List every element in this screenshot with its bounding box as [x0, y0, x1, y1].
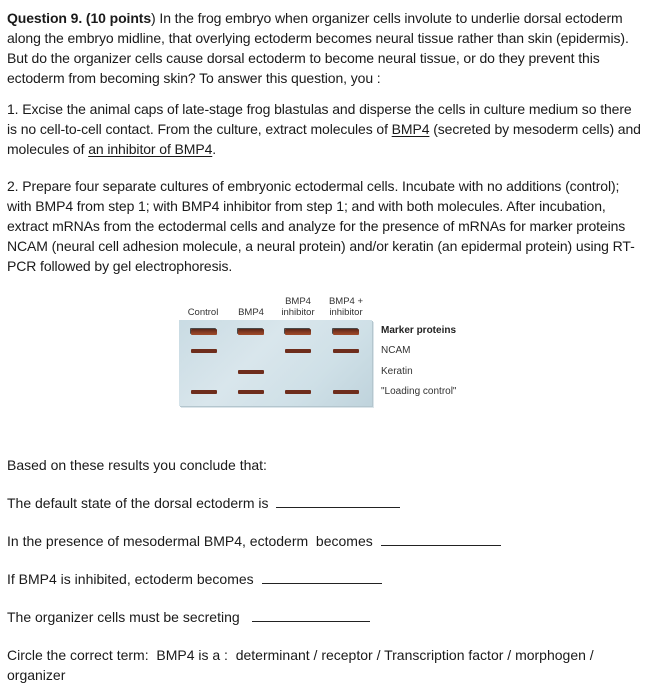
band-loading-control [191, 390, 217, 394]
conclusion-q3 [7, 569, 382, 589]
step-1 [7, 99, 643, 159]
conclusion-q5-line1: Circle the correct term: BMP4 is a : determinant / receptor / Transcription factor / morphogen / [7, 647, 594, 663]
legend-ncam: NCAM [381, 345, 411, 356]
question-intro [7, 8, 643, 88]
step-2 [7, 176, 643, 276]
bmp4-inhibitor-term: an inhibitor of BMP4 [88, 141, 213, 157]
step-1-text-c: . [212, 141, 217, 157]
bmp4-term: BMP4 [391, 121, 430, 137]
step-1-text-b: (secreted by mesoderm cells) and molecules of [7, 121, 641, 157]
legend-marker-proteins: Marker proteins [381, 325, 457, 336]
band-ncam-control [191, 349, 217, 353]
answer-blank-4[interactable] [252, 607, 370, 622]
question-number: Question 9. (10 points [7, 10, 152, 26]
conclusion-q1-text: The default state of the dorsal ectoderm is [7, 495, 269, 511]
lane-header-line1: BMP4 [285, 296, 311, 307]
lane-header-line2: inhibitor [281, 307, 315, 318]
step-1-text: 1. Excise the animal caps of late-stage frog blastulas and disperse the cells in culture medium so there is no cell-to-cell contact. From the culture, extract molecules of [7, 101, 632, 137]
legend-keratin: Keratin [381, 366, 413, 377]
lane-header-bmp4 [226, 296, 276, 318]
answer-blank-3[interactable] [262, 569, 382, 584]
conclusion-q5-line2: organizer [7, 667, 66, 683]
answer-blank-1[interactable] [276, 493, 400, 508]
band-loading-both [333, 390, 359, 394]
band-loading-bmp4 [238, 390, 264, 394]
answer-blank-2[interactable] [381, 531, 501, 546]
gel-slab [179, 320, 372, 406]
lane-header-line2: Control [187, 307, 219, 318]
band-marker-control [191, 329, 217, 335]
conclusion-q2-text: In the presence of mesodermal BMP4, ectoderm becomes [7, 533, 373, 549]
legend-loading-control: "Loading control" [381, 386, 457, 397]
lane-header-control [177, 296, 229, 318]
conclusion-intro: Based on these results you conclude that: [7, 457, 267, 473]
question-intro-text: ) In the frog embryo when organizer cells involute to underlie dorsal ectoderm along the embryo midline, that overlying ectoderm becomes neural tissue rather than skin (epidermis). But do the organizer cells cause dorsal ectoderm to become neural tissue, or do they prevent this ectoderm from becoming skin? To answer this question, you : [7, 10, 629, 86]
step-2-text: 2. Prepare four separate cultures of embryonic ectodermal cells. Incubate with no additions (control); with BMP4 from step 1; with BMP4 inhibitor from step 1; and with both molecules. After incubation, extract mRNAs from the ectodermal cells and analyze for the presence of mRNAs for marker proteins NCAM (neural cell adhesion molecule, a neural protein) and/or keratin (an epidermal protein) using RT-PCR followed by gel electrophoresis. [7, 178, 635, 274]
lane-header-line2: inhibitor [329, 307, 363, 318]
conclusion-q2 [7, 531, 501, 551]
lane-header-bmp4-plus-inhibitor [319, 296, 373, 318]
band-loading-inhibitor [285, 390, 311, 394]
lane-header-line1 [177, 296, 229, 307]
band-marker-both [333, 329, 359, 335]
conclusion-q1 [7, 493, 400, 513]
conclusion-q4 [7, 607, 370, 627]
band-ncam-both [333, 349, 359, 353]
band-marker-inhibitor [285, 329, 311, 335]
lane-header-line2: BMP4 [238, 307, 264, 318]
band-keratin-bmp4 [238, 370, 264, 374]
lane-header-inhibitor [271, 296, 325, 318]
lane-header-line1 [226, 296, 276, 307]
conclusion-q3-text: If BMP4 is inhibited, ectoderm becomes [7, 571, 254, 587]
band-ncam-inhibitor [285, 349, 311, 353]
band-marker-bmp4 [238, 329, 264, 335]
conclusion-q4-text: The organizer cells must be secreting [7, 609, 240, 625]
lane-header-line1: BMP4 + [328, 296, 364, 307]
